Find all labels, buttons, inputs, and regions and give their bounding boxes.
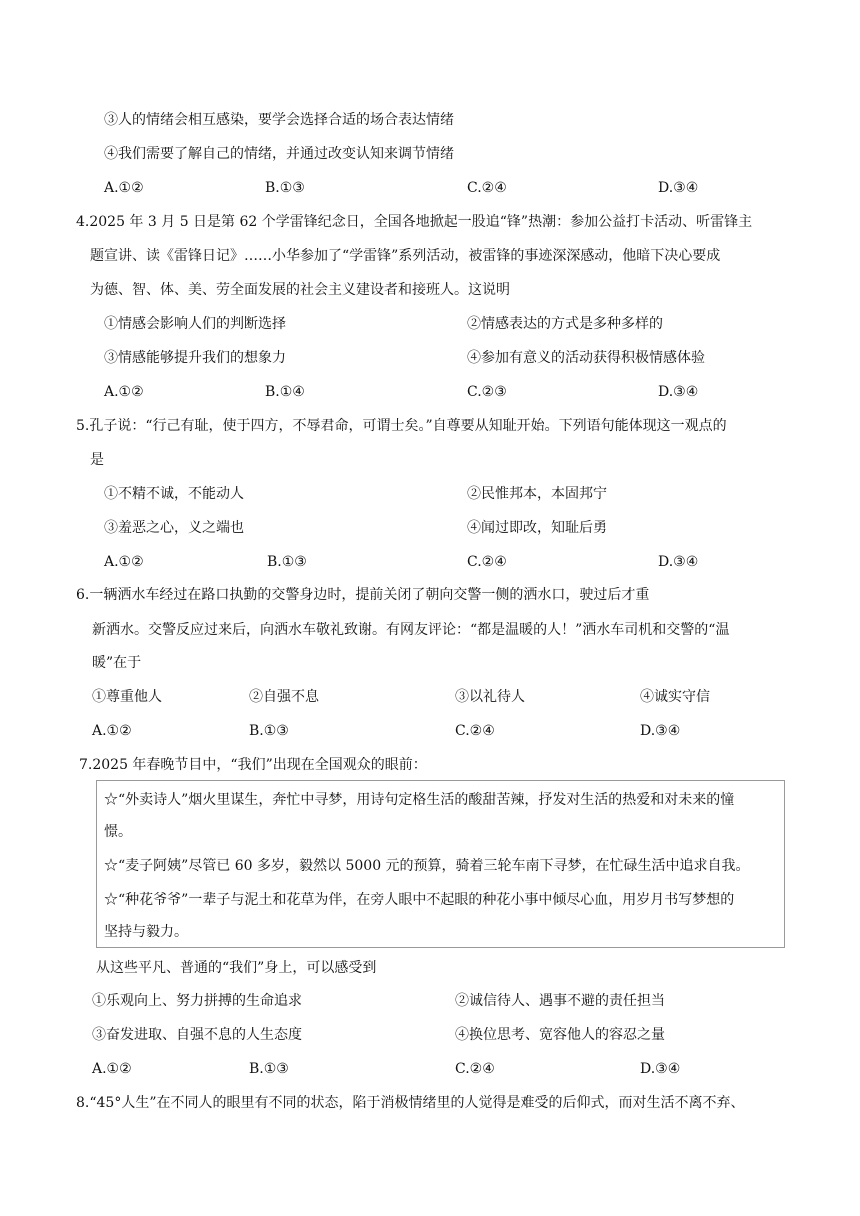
- q7-statement-4: ④换位思考、宽容他人的容忍之量: [455, 1027, 665, 1043]
- q5-statement-1: ①不精不诚，不能动人: [104, 486, 244, 502]
- q4-option-c: C.②③: [467, 384, 507, 400]
- q7-material-3-line-1: ☆“种花爷爷”一辈子与泥土和花草为伴，在旁人眼中不起眼的种花小事中倾尽心血，用岁月书写梦想的: [104, 892, 735, 908]
- q4-stem-line-1: 4.2025 年 3 月 5 日是第 62 个学雷锋纪念日，全国各地掀起一股追“锋”热潮：参加公益打卡活动、听雷锋主: [76, 214, 753, 230]
- q7-option-d: D.③④: [640, 1061, 681, 1077]
- q8-stem-line-1: 8.“45°人生”在不同人的眼里有不同的状态，陷于消极情绪里的人觉得是难受的后仰式，而对生活不离不弃、: [76, 1095, 745, 1111]
- q6-option-a: A.①②: [92, 723, 132, 739]
- q4-option-d: D.③④: [658, 384, 699, 400]
- q5-stem-line-1: 5.孔子说：“行己有耻，使于四方，不辱君命，可谓士矣。”自尊要从知耻开始。下列语句能体现这一观点的: [76, 418, 727, 434]
- q6-option-b: B.①③: [249, 723, 289, 739]
- q5-option-d: D.③④: [658, 554, 699, 570]
- q6-statement-4: ④诚实守信: [640, 689, 710, 705]
- q6-option-d: D.③④: [640, 723, 681, 739]
- q7-statement-3: ③奋发进取、自强不息的人生态度: [92, 1027, 302, 1043]
- q7-material-2: ☆“麦子阿姨”尽管已 60 多岁，毅然以 5000 元的预算，骑着三轮车南下寻梦，在忙碌生活中追求自我。: [104, 858, 750, 874]
- q5-option-b: B.①③: [267, 554, 307, 570]
- q6-option-c: C.②④: [455, 723, 495, 739]
- q6-stem-line-2: 新洒水。交警反应过来后，向洒水车敬礼致谢。有网友评论：“都是温暖的人！”洒水车司机和交警的“温: [92, 622, 730, 638]
- q7-stem-line-2: 从这些平凡、普通的“我们”身上，可以感受到: [96, 960, 377, 976]
- q7-material-1-line-1: ☆“外卖诗人”烟火里谋生，奔忙中寻梦，用诗句定格生活的酸甜苦辣，抒发对生活的热爱和对未来的憧: [104, 792, 735, 808]
- q6-statement-2: ②自强不息: [249, 689, 319, 705]
- q6-stem-line-3: 暖”在于: [92, 655, 142, 671]
- q7-statement-1: ①乐观向上、努力拼搏的生命追求: [92, 993, 302, 1009]
- q5-option-c: C.②④: [467, 554, 507, 570]
- q7-option-c: C.②④: [455, 1061, 495, 1077]
- q4-statement-4: ④参加有意义的活动获得积极情感体验: [467, 350, 705, 366]
- q5-statement-2: ②民惟邦本，本固邦宁: [467, 486, 607, 502]
- q5-option-a: A.①②: [104, 554, 144, 570]
- q4-option-b: B.①④: [265, 384, 305, 400]
- q4-stem-line-2: 题宣讲、读《雷锋日记》……小华参加了“学雷锋”系列活动，被雷锋的事迹深深感动，他暗下决心要成: [90, 248, 721, 264]
- q7-material-1-line-2: 憬。: [104, 824, 132, 840]
- q4-statement-3: ③情感能够提升我们的想象力: [104, 350, 286, 366]
- q4-option-a: A.①②: [104, 384, 144, 400]
- q3-option-d: D.③④: [658, 180, 699, 196]
- q6-statement-1: ①尊重他人: [92, 689, 162, 705]
- q3-option-a: A.①②: [104, 180, 144, 196]
- q7-material-3-line-2: 坚持与毅力。: [104, 924, 188, 940]
- q6-stem-line-1: 6.一辆洒水车经过在路口执勤的交警身边时，提前关闭了朝向交警一侧的洒水口，驶过后才重: [76, 587, 650, 603]
- q5-stem-line-2: 是: [90, 452, 104, 468]
- q3-statement-4: ④我们需要了解自己的情绪，并通过改变认知来调节情绪: [104, 146, 454, 162]
- q5-statement-3: ③羞恶之心，义之端也: [104, 520, 244, 536]
- q7-stem-line-1: 7.2025 年春晚节目中，“我们”出现在全国观众的眼前：: [79, 757, 427, 773]
- q3-option-b: B.①③: [265, 180, 305, 196]
- q4-statement-2: ②情感表达的方式是多种多样的: [467, 316, 663, 332]
- q3-statement-3: ③人的情绪会相互感染，要学会选择合适的场合表达情绪: [104, 112, 454, 128]
- q5-statement-4: ④闻过即改，知耻后勇: [467, 520, 607, 536]
- q4-stem-line-3: 为德、智、体、美、劳全面发展的社会主义建设者和接班人。这说明: [90, 282, 510, 298]
- q7-statement-2: ②诚信待人、遇事不避的责任担当: [455, 993, 665, 1009]
- q4-statement-1: ①情感会影响人们的判断选择: [104, 316, 286, 332]
- q3-option-c: C.②④: [467, 180, 507, 196]
- q7-option-a: A.①②: [92, 1061, 132, 1077]
- q6-statement-3: ③以礼待人: [455, 689, 525, 705]
- q7-option-b: B.①③: [249, 1061, 289, 1077]
